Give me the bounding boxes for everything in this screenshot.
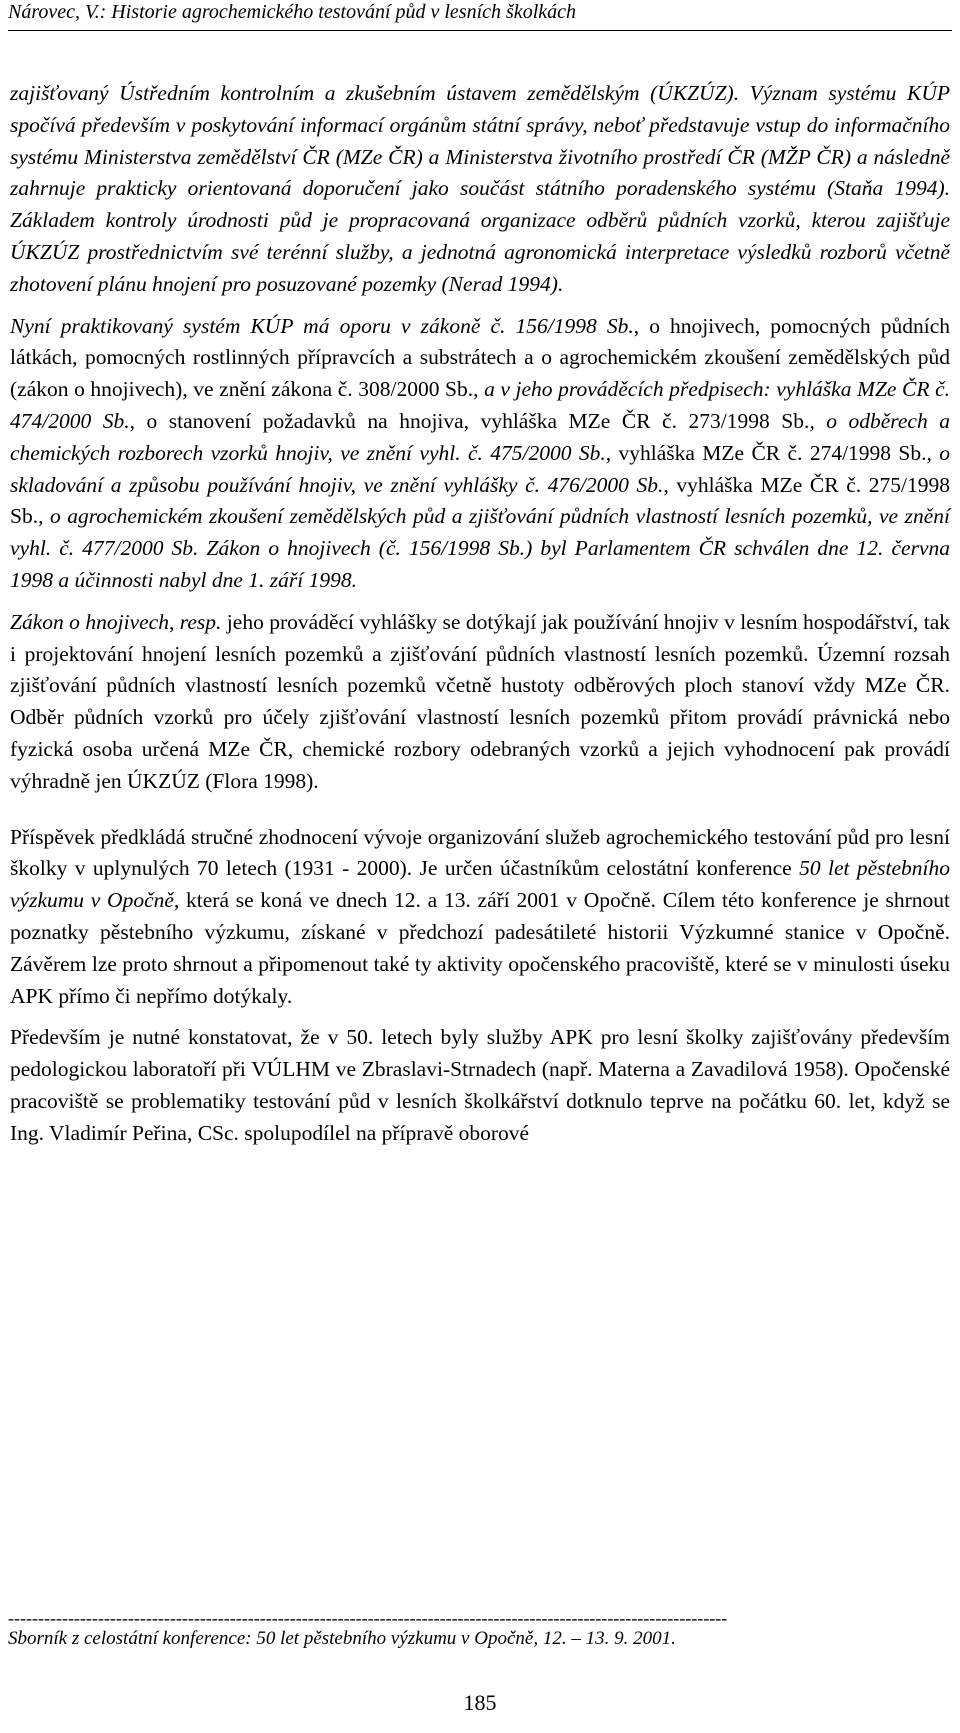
- paragraph-legal-basis: Nyní praktikovaný systém KÚP má oporu v zákoně č. 156/1998 Sb., o hnojivech, pomocných půdních látkách, pomocných rostlinných přípravcích a substrátech a o agrochemickém zkoušení zemědělských půd (zákon o hnojivech), ve znění zákona č. 308/2000 Sb., a v jeho prováděcích předpisech: vyhláška MZe ČR č. 474/2000 Sb., o stanovení požadavků na hnojiva, vyhláška MZe ČR č. 273/1998 Sb., o odběrech a chemických rozborech vzorků hnojiv, ve znění vyhl. č. 475/2000 Sb., vyhláška MZe ČR č. 274/1998 Sb., o skladování a způsobu používání hnojiv, ve znění vyhlášky č. 476/2000 Sb., vyhláška MZe ČR č. 275/1998 Sb., o agrochemickém zkoušení zemědělských půd a zjišťování půdních vlastností lesních pozemků, ve znění vyhl. č. 477/2000 Sb. Zákon o hnojivech (č. 156/1998 Sb.) byl Parlamentem ČR schválen dne 12. června 1998 a účinnosti nabyl dne 1. září 1998.: [10, 313, 951, 592]
- body-text: [10, 78, 950, 1150]
- paragraph-text: zajišťovaný Ústředním kontrolním a zkušebním ústavem zemědělským (ÚKZÚZ). Význam systému KÚP spočívá především v poskytování informací orgánům státní správy, neboť představuje vstup do informačního systému Ministerstva zemědělství ČR (MZe ČR) a Ministerstva životního prostředí ČR (MŽP ČR) a následně zahrnuje prakticky orientovaná doporučení jako součást státního poradenského systému (Staňa 1994). Základem kontroly úrodnosti půd je propracovaná organizace odběrů půdních vzorků, kterou zajišťuje ÚKZÚZ prostřednictvím své terénní služby, a jednotná agronomická interpretace výsledků rozborů včetně zhotovení plánu hnojení pro posuzované pozemky (Nerad 1994).: [10, 81, 950, 296]
- footer-separator: ------------------------------------------------------------------------------------------------------------------------: [8, 1608, 728, 1628]
- paragraph-ukzuz-system: [10, 78, 950, 301]
- paragraph-apk-history: Především je nutné konstatovat, že v 50. letech byly služby APK pro lesní školky zajišťovány především pedologickou laboratoří při VÚLHM ve Zbraslavi-Strnadech (např. Materna a Zavadilová 1958). Opočenské pracoviště se problematiky testování půd v lesních školkářství dotknulo teprve na počátku 60. let, když se Ing. Vladimír Peřina, CSc. spolupodílel na přípravě oborové: [10, 1025, 950, 1145]
- header-rule: [8, 30, 952, 31]
- page-number: 185: [463, 1690, 497, 1715]
- footer-citation: Sborník z celostátní konference: 50 let pěstebního výzkumu v Opočně, 12. – 13. 9. 2001.: [8, 1628, 676, 1649]
- paragraph-conclusion-summary: Příspěvek předkládá stručné zhodnocení vývoje organizování služeb agrochemického testování půd pro lesní školky v uplynulých 70 letech (1931 - 2000). Je určen účastníkům celostátní konference 50 let pěstebního výzkumu v Opočně, která se koná ve dnech 12. a 13. září 2001 v Opočně. Cílem této konference je shrnout poznatky pěstebního výzkumu, získané v předchozí padesátileté historii Výzkumné stanice v Opočně. Závěrem lze proto shrnout a připomenout také ty aktivity opočenského pracoviště, které se v minulosti úseku APK přímo či nepřímo dotýkaly.: [10, 824, 951, 1008]
- paragraph-fertilizer-law: Zákon o hnojivech, resp. jeho prováděcí vyhlášky se dotýkají jak používání hnojiv v lesním hospodářství, tak i projektování hnojení lesních pozemků a zjišťování půdních vlastností lesních pozemků. Územní rozsah zjišťování půdních vlastností lesních pozemků včetně hustoty odběrových ploch stanoví vždy MZe ČR. Odběr půdních vzorků pro účely zjišťování vlastností lesních pozemků přitom provádí právnická nebo fyzická osoba určená MZe ČR, chemické rozbory odebraných vzorků a jejich vyhodnocení pak provádí výhradně jen ÚKZÚZ (Flora 1998).: [10, 609, 950, 793]
- running-header: Nárovec, V.: Historie agrochemického testování půd v lesních školkách: [8, 1, 576, 23]
